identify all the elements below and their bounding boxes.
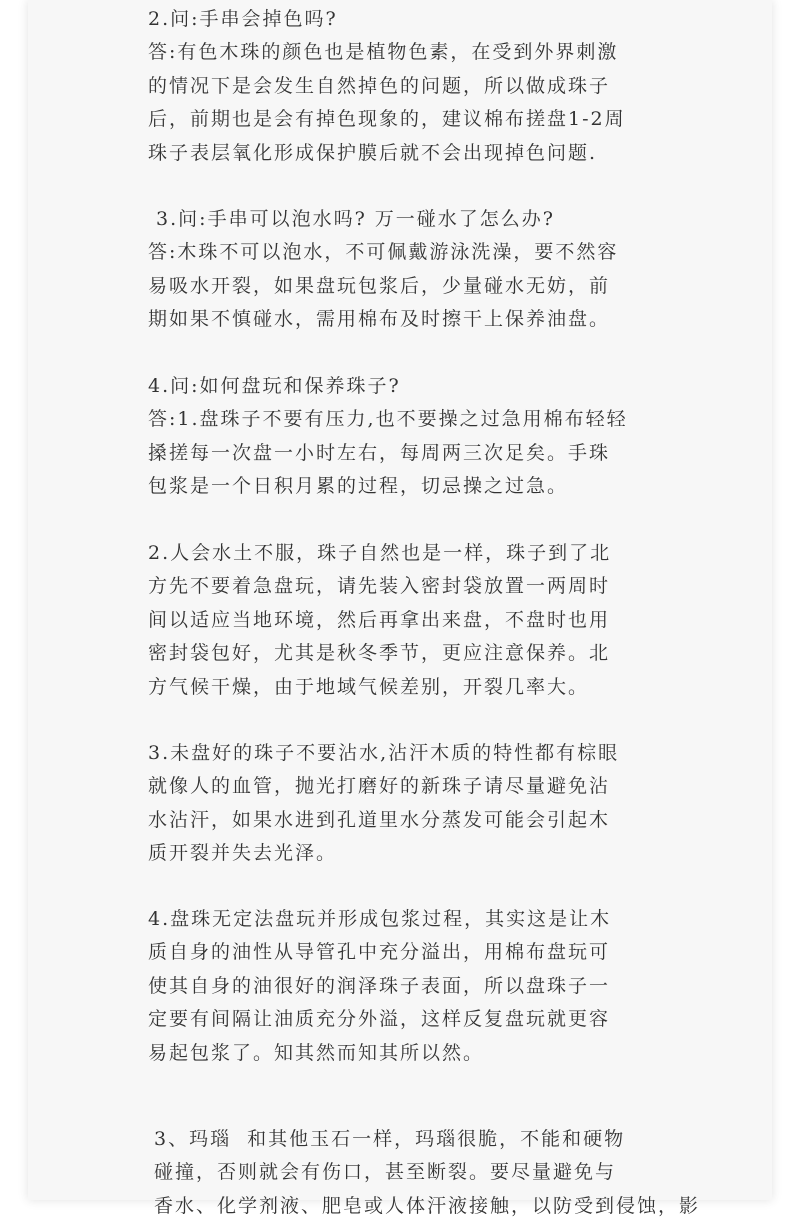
paragraph-line: 期如果不慎碰水，需用棉布及时擦干上保养油盘。: [148, 308, 611, 331]
paragraph-line: 包浆是一个日积月累的过程，切忌操之过急。: [148, 475, 569, 498]
paragraph-line: 质开裂并失去光泽。: [148, 842, 338, 865]
faq-color-fade: [148, 3, 626, 170]
paragraph-line: 珠子表层氧化形成保护膜后就不会出现掉色问题.: [148, 141, 598, 164]
tip-climate: [148, 537, 611, 704]
paragraph-line: 2.问:手串会掉色吗?: [148, 8, 338, 30]
paragraph-line: 后，前期也是会有掉色现象的，建议棉布搓盘1-2周: [148, 108, 626, 131]
paragraph-line: 定要有间隔让油质充分外溢，这样反复盘玩就更容: [148, 1008, 611, 1031]
faq-care: [148, 370, 628, 504]
paragraph-line: 就像人的血管，抛光打磨好的新珠子请尽量避免沾: [148, 775, 611, 798]
paragraph-line: 答:木珠不可以泡水，不可佩戴游泳洗澡，要不然容: [148, 241, 619, 264]
paragraph-line: 方气候干燥，由于地域气候差别，开裂几率大。: [148, 675, 590, 698]
paragraph-line: 质自身的油性从导管孔中充分溢出，用棉布盘玩可: [148, 941, 611, 964]
tip-water-sweat: [148, 737, 619, 871]
paragraph-line: 4.问:如何盘玩和保养珠子?: [148, 375, 401, 397]
paragraph-line: 4.盘珠无定法盘玩并形成包浆过程，其实这是让木: [148, 908, 612, 930]
agate-care: [154, 1123, 700, 1223]
paragraph-line: 答:有色木珠的颜色也是植物色素，在受到外界刺激: [148, 41, 619, 64]
paragraph-line: 易吸水开裂，如果盘玩包浆后，少量碰水无妨，前: [148, 274, 611, 297]
paragraph-line: 的情况下是会发生自然掉色的问题，所以做成珠子: [148, 74, 611, 97]
paragraph-line: 2.人会水土不服，珠子自然也是一样，珠子到了北: [148, 542, 612, 564]
paragraph-line: 水沾汗，如果水进到孔道里水分蒸发可能会引起木: [148, 808, 611, 831]
paragraph-line: 密封袋包好，尤其是秋冬季节，更应注意保养。北: [148, 642, 611, 665]
paragraph-line: 易起包浆了。知其然而知其所以然。: [148, 1041, 485, 1064]
paragraph-line: 3.问:手串可以泡水吗? 万一碰水了怎么办?: [148, 208, 555, 230]
tip-patina: [148, 903, 611, 1070]
paragraph-line: 答:1.盘珠子不要有压力,也不要操之过急用棉布轻轻: [148, 408, 628, 431]
paragraph-line: 3、玛瑙 和其他玉石一样，玛瑙很脆，不能和硬物: [154, 1128, 626, 1150]
paragraph-line: 使其自身的油很好的润泽珠子表面，所以盘珠子一: [148, 974, 611, 997]
paragraph-line: 间以适应当地环境，然后再拿出来盘，不盘时也用: [148, 608, 611, 631]
paragraph-line: 方先不要着急盘玩，请先装入密封袋放置一两周时: [148, 575, 611, 598]
paragraph-line: 3.未盘好的珠子不要沾水,沾汗木质的特性都有棕眼: [148, 742, 620, 764]
faq-water: [148, 203, 618, 337]
paragraph-line: 搡搓每一次盘一小时左右，每周两三次足矣。手珠: [148, 441, 611, 464]
paragraph-line: 碰撞，否则就会有伤口，甚至断裂。要尽量避免与: [154, 1161, 617, 1184]
paragraph-line: 香水、化学剂液、肥皂或人体汗液接触，以防受到侵蚀，影: [154, 1194, 701, 1217]
